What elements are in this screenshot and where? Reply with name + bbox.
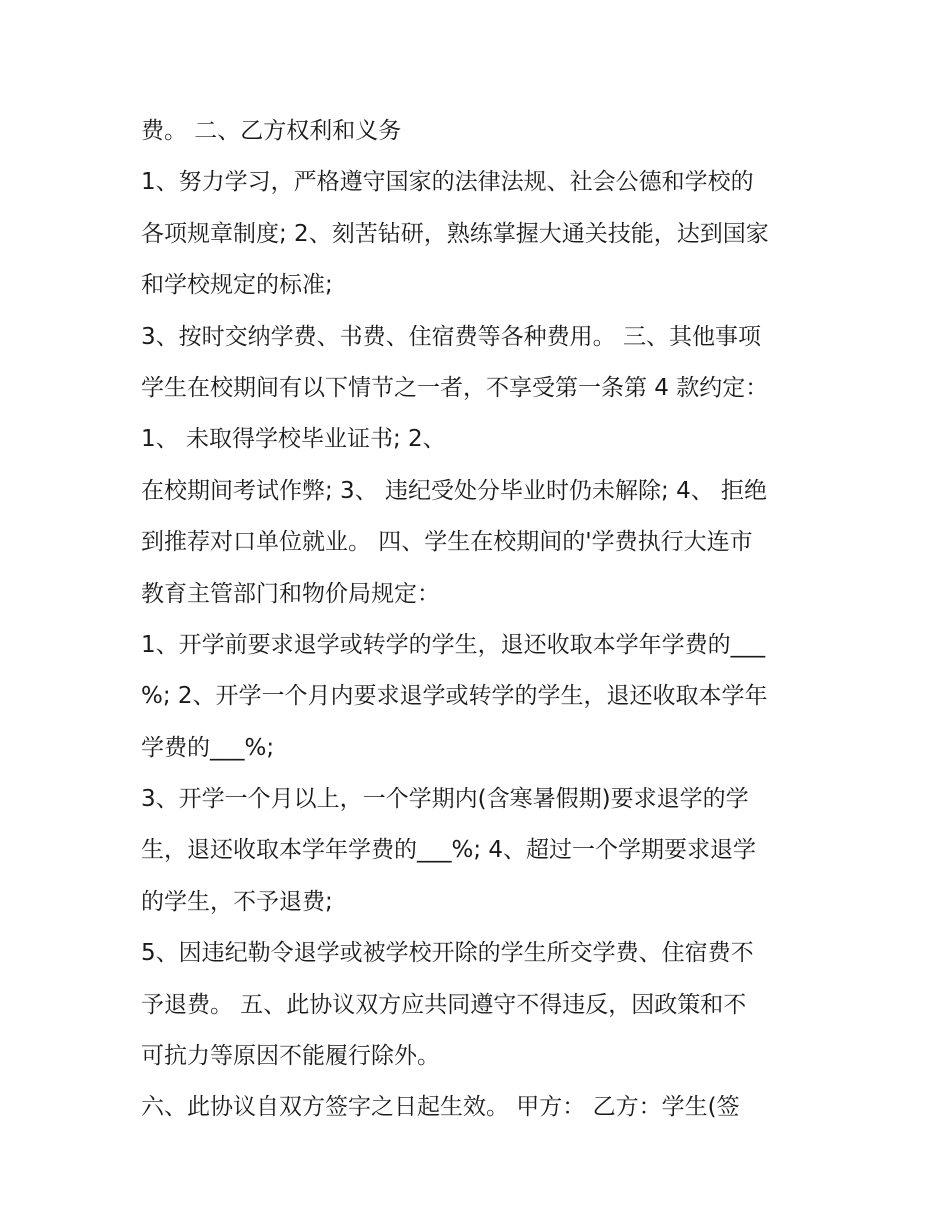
text-line: 可抗力等原因不能履行除外。 (141, 1043, 440, 1070)
text-line: 费。 二、乙方权利和义务 (141, 118, 402, 144)
text-line: 予退费。 五、此协议双方应共同遵守不得违反，因政策和不 (141, 991, 747, 1018)
text-line: 的学生，不予退费; (141, 888, 333, 915)
text-line: 学生在校期间有以下情节之一者，不享受第一条第 4 款约定： (141, 374, 769, 401)
text-line: 在校期间考试作弊; 3、 违纪受处分毕业时仍未解除; 4、 拒绝 (141, 477, 768, 504)
text-line: %; 2、开学一个月内要求退学或转学的学生，退还收取本学年 (141, 683, 768, 710)
text-line: 各项规章制度; 2、刻苦钻研，熟练掌握大通关技能，达到国家 (141, 220, 769, 247)
text-line: 1、努力学习，严格遵守国家的法律法规、社会公德和学校的 (141, 169, 754, 196)
text-line: 5、因违纪勒令退学或被学校开除的学生所交学费、住宿费不 (141, 940, 754, 967)
text-line: 3、开学一个月以上，一个学期内(含寒暑假期)要求退学的学 (141, 786, 749, 813)
text-line: 1、开学前要求退学或转学的学生，退还收取本学年学费的___ (141, 631, 766, 658)
text-line: 学费的___%; (141, 734, 275, 761)
text-line: 1、 未取得学校毕业证书; 2、 (141, 426, 446, 453)
text-line: 和学校规定的标准; (141, 272, 333, 299)
document-body (141, 106, 831, 1134)
text-line: 到推荐对口单位就业。 四、学生在校期间的'学费执行大连市 (141, 529, 753, 556)
text-line: 生，退还收取本学年学费的___%; 4、超过一个学期要求退学 (141, 837, 757, 864)
text-line: 教育主管部门和物价局规定： (141, 580, 440, 607)
text-line: 六、此协议自双方签字之日起生效。 甲方： 乙方：学生(签 (141, 1094, 740, 1121)
text-line: 3、按时交纳学费、书费、住宿费等各种费用。 三、其他事项 (141, 323, 761, 350)
